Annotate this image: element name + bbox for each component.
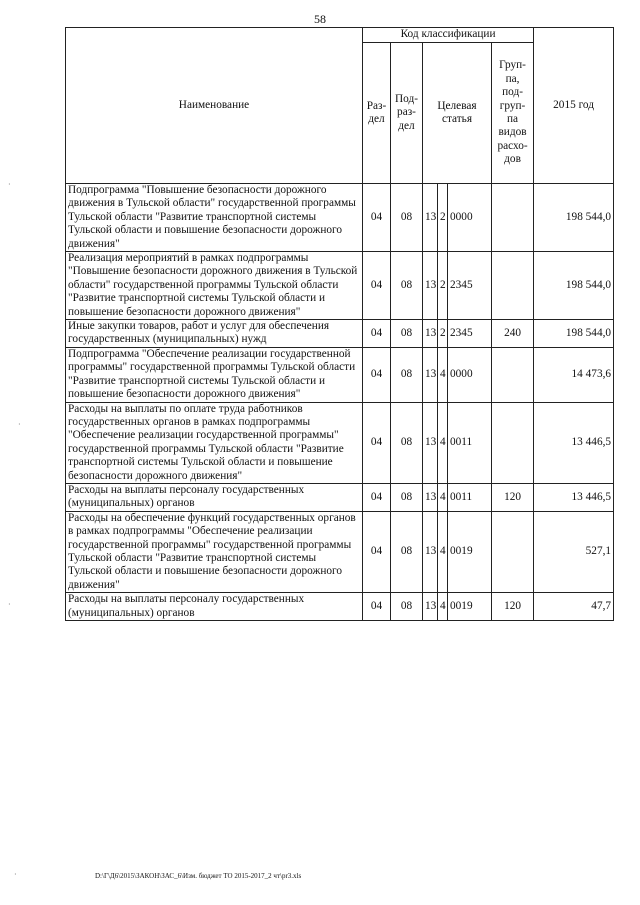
row-section: 04 — [363, 320, 391, 348]
row-subsection: 08 — [391, 511, 423, 592]
table-row — [66, 511, 614, 592]
row-expense-group — [492, 347, 534, 402]
row-target-direction: 0000 — [448, 184, 492, 252]
row-amount: 47,7 — [534, 593, 614, 621]
row-expense-group — [492, 511, 534, 592]
row-name: Расходы на выплаты по оплате труда работников государственных органов в рамках подпрограммы "Обеспечение реализации государственной программы" государственной программы Тульской области "Развитие транспортной системы Тульской области и повышение безопасности дорожного движения" — [66, 402, 363, 483]
table-row — [66, 483, 614, 511]
row-amount: 13 446,5 — [534, 483, 614, 511]
row-target-direction: 0019 — [448, 593, 492, 621]
table-row — [66, 252, 614, 320]
row-target-direction: 0011 — [448, 483, 492, 511]
row-target-program: 13 — [423, 320, 438, 348]
row-subsection: 08 — [391, 320, 423, 348]
scan-dot: · — [8, 180, 11, 189]
table-row — [66, 320, 614, 348]
row-expense-group: 240 — [492, 320, 534, 348]
page-number: 58 — [314, 12, 326, 26]
row-amount: 198 544,0 — [534, 320, 614, 348]
row-name: Расходы на выплаты персоналу государственных (муниципальных) органов — [66, 483, 363, 511]
row-section: 04 — [363, 483, 391, 511]
row-name: Подпрограмма "Повышение безопасности дорожного движения в Тульской области" государственной программы Тульской области "Развитие транспортной системы Тульской области и повышение безопасности дорожного движения" — [66, 184, 363, 252]
row-target-program: 13 — [423, 483, 438, 511]
header-classification-code: Код классификации — [363, 28, 534, 43]
table-row — [66, 347, 614, 402]
row-target-direction: 0011 — [448, 402, 492, 483]
row-target-program: 13 — [423, 347, 438, 402]
header-subsection: Под- раз- дел — [391, 43, 423, 184]
row-amount: 198 544,0 — [534, 252, 614, 320]
row-name: Иные закупки товаров, работ и услуг для обеспечения государственных (муниципальных) нужд — [66, 320, 363, 348]
row-section: 04 — [363, 184, 391, 252]
row-subsection: 08 — [391, 402, 423, 483]
row-target-direction: 0000 — [448, 347, 492, 402]
row-target-direction: 2345 — [448, 252, 492, 320]
row-target-program: 13 — [423, 252, 438, 320]
row-amount: 198 544,0 — [534, 184, 614, 252]
budget-table — [65, 27, 614, 621]
row-expense-group — [492, 184, 534, 252]
row-target-direction: 0019 — [448, 511, 492, 592]
row-target-program: 13 — [423, 402, 438, 483]
row-target-subprogram: 2 — [438, 184, 448, 252]
row-amount: 14 473,6 — [534, 347, 614, 402]
row-amount: 527,1 — [534, 511, 614, 592]
scan-dot: · — [18, 420, 21, 429]
row-subsection: 08 — [391, 252, 423, 320]
row-expense-group — [492, 252, 534, 320]
table-row — [66, 184, 614, 252]
row-target-program: 13 — [423, 511, 438, 592]
row-name: Расходы на выплаты персоналу государственных (муниципальных) органов — [66, 593, 363, 621]
row-target-program: 13 — [423, 184, 438, 252]
row-target-subprogram: 4 — [438, 511, 448, 592]
row-subsection: 08 — [391, 593, 423, 621]
header-name: Наименование — [66, 28, 363, 184]
row-target-subprogram: 2 — [438, 320, 448, 348]
row-subsection: 08 — [391, 184, 423, 252]
row-expense-group — [492, 402, 534, 483]
row-target-subprogram: 4 — [438, 402, 448, 483]
footer-file-path: D:\Г\Д6\2015\ЗАКОН\ЗАС_6\Изм. бюджет ТО 2015-2017_2 чт\pr3.xls — [95, 872, 302, 880]
row-expense-group: 120 — [492, 593, 534, 621]
row-target-subprogram: 4 — [438, 483, 448, 511]
row-section: 04 — [363, 593, 391, 621]
row-amount: 13 446,5 — [534, 402, 614, 483]
row-target-subprogram: 4 — [438, 593, 448, 621]
header-expense-group: Груп- па, под- груп- па видов расхо- дов — [492, 43, 534, 184]
header-target-article: Целевая статья — [423, 43, 492, 184]
row-name: Реализация мероприятий в рамках подпрограммы "Повышение безопасности дорожного движения в Тульской области" государственной программы Тульской области "Развитие транспортной системы Тульской области и повышение безопасности дорожного движения" — [66, 252, 363, 320]
row-name: Расходы на обеспечение функций государственных органов в рамках подпрограммы "Обеспечение реализации государственной программы" государственной программы Тульской области "Развитие транспортной системы Тульской области и повышение безопасности дорожного движения" — [66, 511, 363, 592]
row-subsection: 08 — [391, 483, 423, 511]
header-year: 2015 год — [534, 28, 614, 184]
row-subsection: 08 — [391, 347, 423, 402]
row-section: 04 — [363, 252, 391, 320]
row-section: 04 — [363, 511, 391, 592]
header-section: Раз- дел — [363, 43, 391, 184]
row-name: Подпрограмма "Обеспечение реализации государственной программы" государственной программы Тульской области "Развитие транспортной системы Тульской области и повышение безопасности дорожного движения" — [66, 347, 363, 402]
row-section: 04 — [363, 347, 391, 402]
row-target-direction: 2345 — [448, 320, 492, 348]
scan-dot: · — [14, 870, 17, 879]
row-target-subprogram: 4 — [438, 347, 448, 402]
table-row — [66, 593, 614, 621]
row-expense-group: 120 — [492, 483, 534, 511]
scan-dot: · — [8, 600, 11, 609]
row-section: 04 — [363, 402, 391, 483]
row-target-subprogram: 2 — [438, 252, 448, 320]
row-target-program: 13 — [423, 593, 438, 621]
table-row — [66, 402, 614, 483]
